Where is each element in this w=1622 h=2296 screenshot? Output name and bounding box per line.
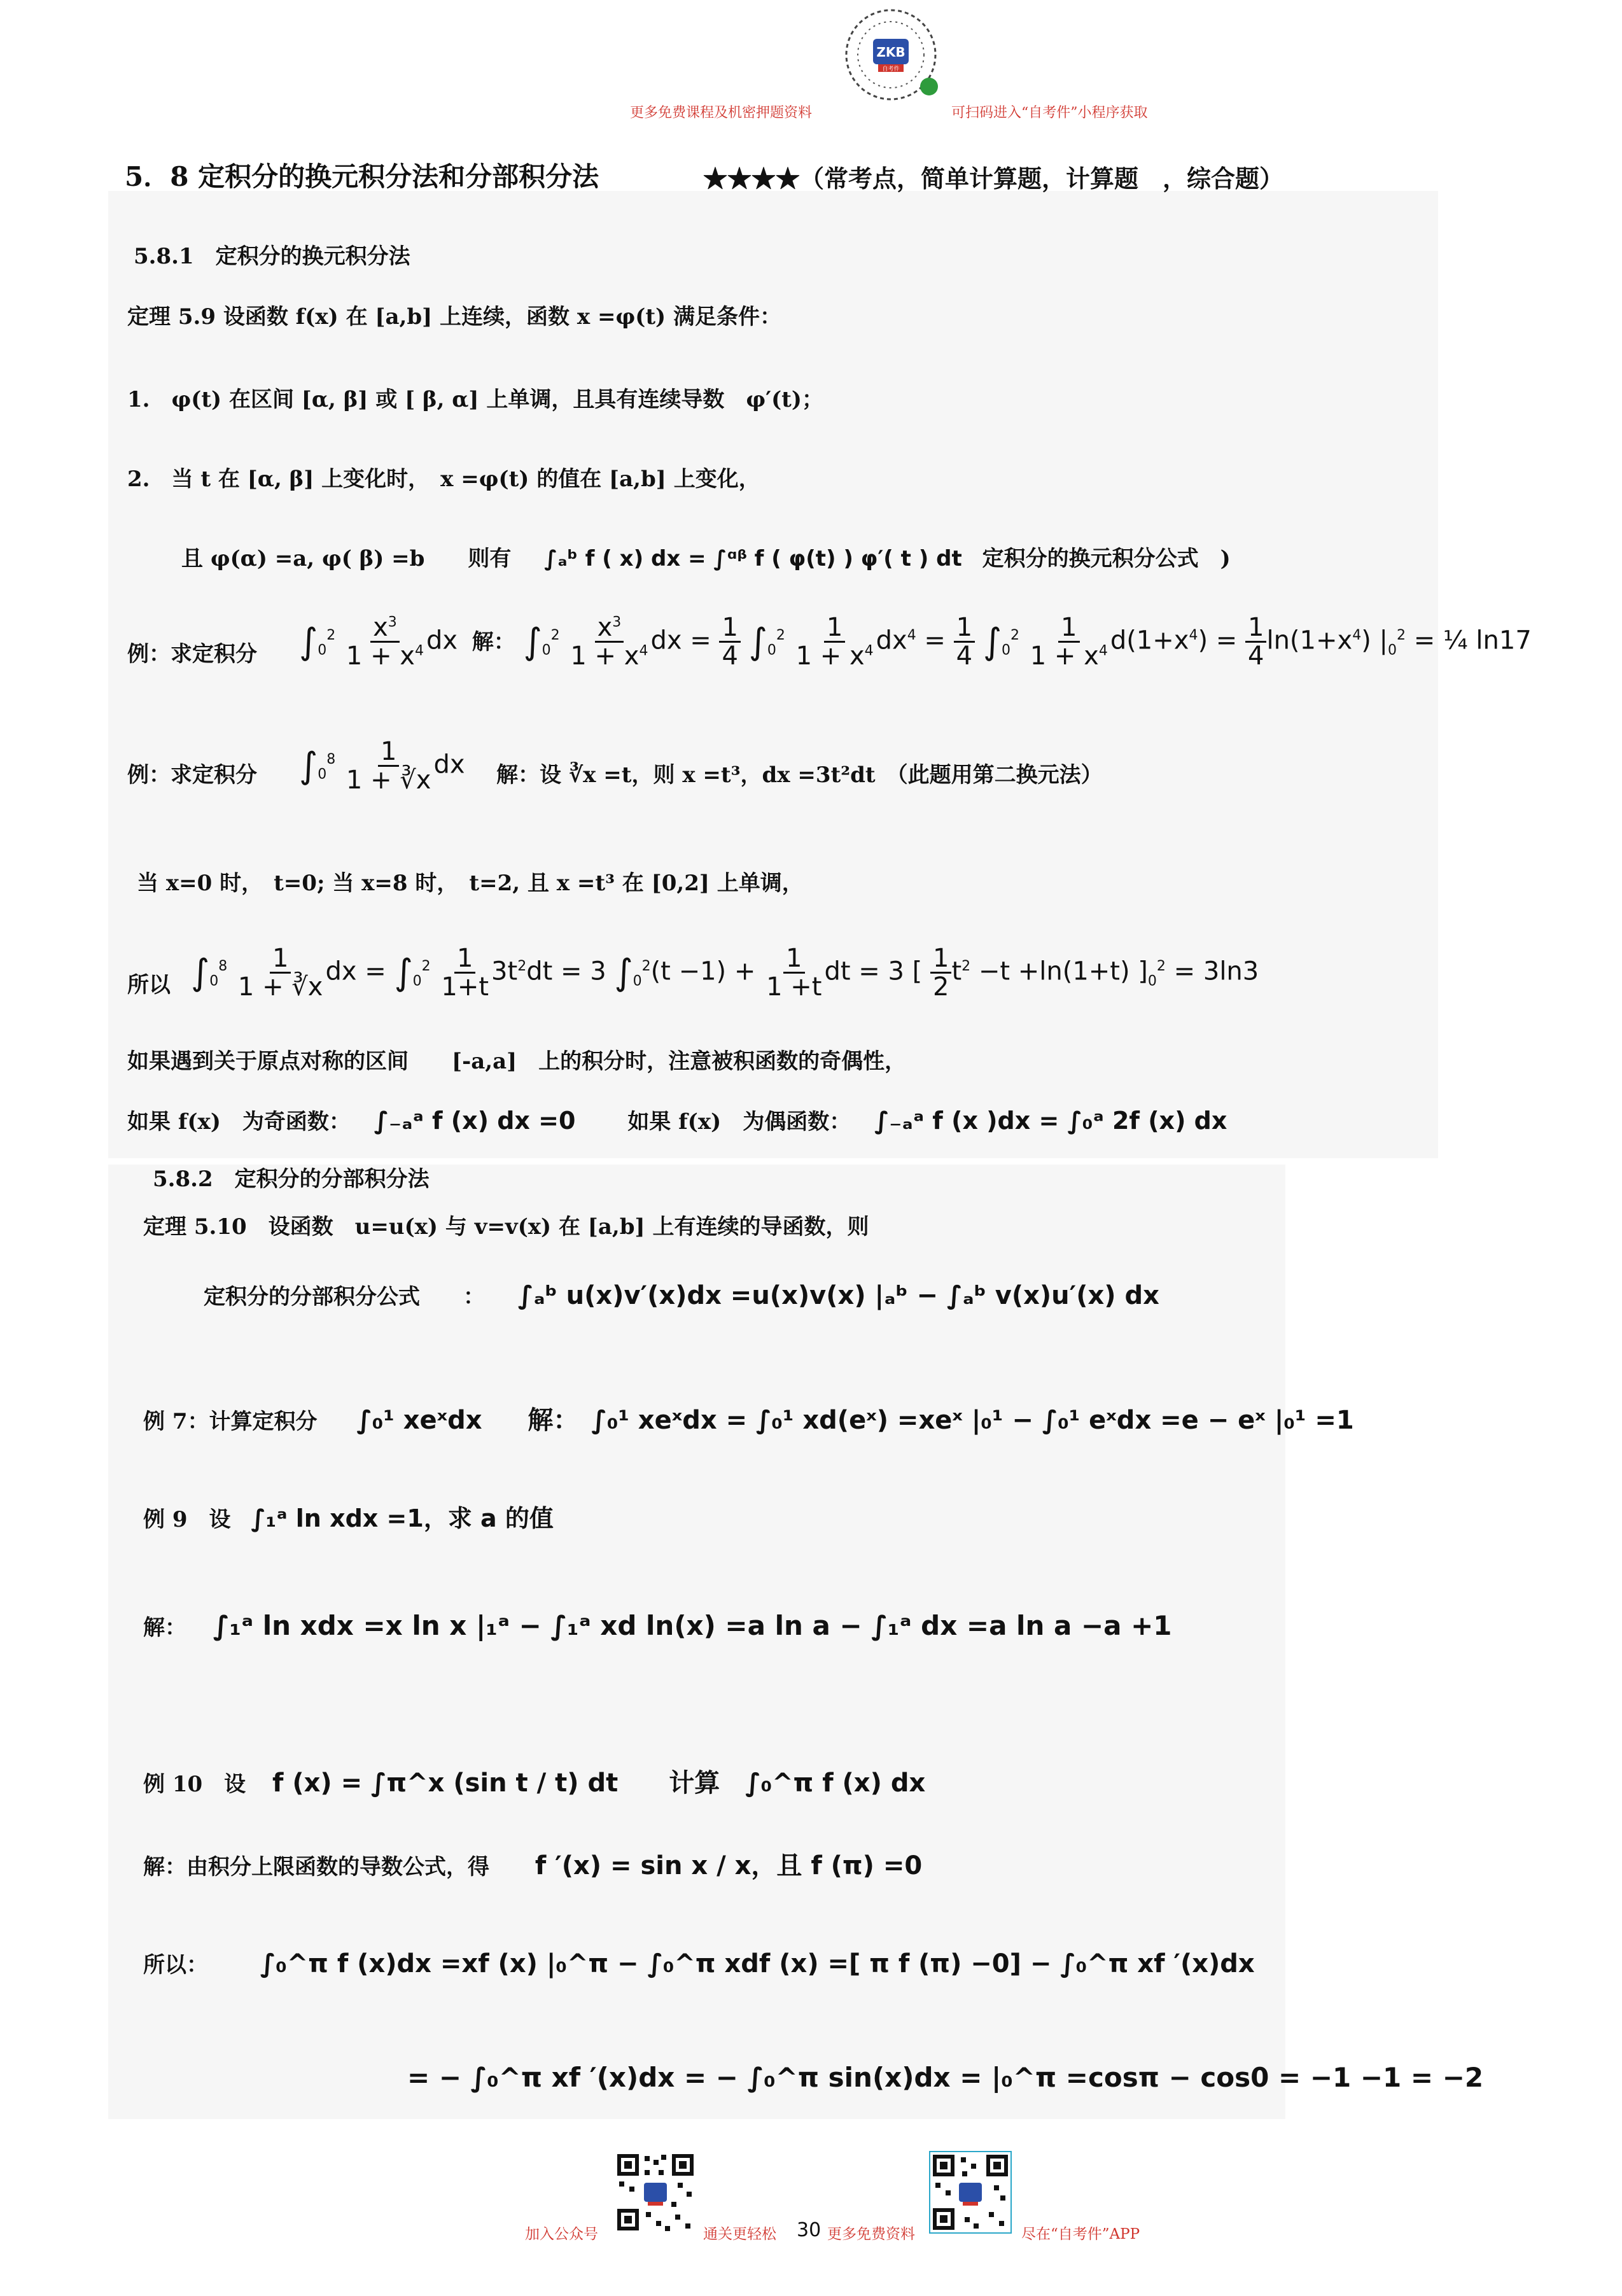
symmetric-interval-note: 如果遇到关于原点对称的区间 [-a,a] 上的积分时，注意被积函数的奇偶性， — [127, 1049, 907, 1074]
footer-left: 加入公众号 — [525, 2226, 598, 2243]
condition-1: 1. φ(t) 在区间 [α, β] 或 [ β, α] 上单调，且具有连续导数 φ′(t)； — [127, 387, 823, 412]
parts-formula-label: 定积分的分部积分公式 ： — [204, 1284, 485, 1310]
parity-row — [127, 1104, 1227, 1135]
example-7-solution: 解： ∫₀¹ xeˣdx = ∫₀¹ xd(eˣ) =xeˣ |₀¹ − ∫₀¹ eˣdx =e − eˣ |₀¹ =1 — [528, 1406, 1354, 1435]
theorem-5-10: 定理 5.10 设函数 u=u(x) 与 v=v(x) 在 [a,b] 上有连续的导函数，则 — [143, 1214, 869, 1240]
parts-formula: ∫ₐᵇ u(x)v′(x)dx =u(x)v(x) |ₐᵇ − ∫ₐᵇ v(x)u′(x) dx — [517, 1281, 1159, 1310]
example-7-question: ∫₀¹ xeˣdx — [356, 1406, 482, 1435]
example-10-step1-row — [143, 1845, 922, 1882]
example-9-row — [143, 1499, 554, 1534]
example-10-step2-row — [143, 1947, 1255, 1978]
condition-3 — [181, 541, 1231, 572]
example-2-integral: $\int_0^8$ $\frac{1}{1 + ∛x}$ dx — [299, 737, 465, 795]
example-2-label: 例：求定积分 — [127, 762, 257, 788]
scan-area — [108, 191, 1438, 1158]
example-1-solution-label: 解： — [472, 629, 515, 655]
example-10-so-label: 所以： — [143, 1952, 208, 1978]
example-2-condition: 当 x=0 时， t=0; 当 x=8 时， t=2, 且 x =t³ 在 [0,2] 上单调， — [137, 871, 804, 896]
condition-3-text: 且 φ(α) =a, φ( β) =b 则有 — [181, 546, 512, 571]
example-7-row — [143, 1400, 1354, 1436]
example-9-question: ∫₁ᵃ ln xdx =1，求 a 的值 — [251, 1504, 554, 1532]
footer-right: 尽在“自考件”APP — [1021, 2226, 1140, 2243]
example-9-solution: ∫₁ᵃ ln xdx =x ln x |₁ᵃ − ∫₁ᵃ xd ln(x) =a ln a − ∫₁ᵃ dx =a ln a −a +1 — [213, 1610, 1172, 1641]
zikaojian-logo — [834, 4, 948, 112]
example-9-solution-row — [143, 1610, 1172, 1641]
example-2-solution: 解：设 ∛x =t，则 x =t³，dx =3t²dt （此题用第二换元法） — [496, 762, 1103, 788]
odd-function-formula: ∫₋ₐᵃ f (x) dx =0 — [374, 1107, 576, 1135]
svg-text:自考件: 自考件 — [882, 66, 900, 73]
header-left-text: 更多免费课程及机密押题资料 — [630, 105, 813, 121]
example-2-result: = 3ln3 — [1173, 956, 1259, 986]
example-10-label: 例 10 设 — [143, 1772, 246, 1797]
example-10-question: f (x) = ∫π^x (sin t / t) dt 计算 ∫₀^π f (x) dx — [272, 1768, 926, 1798]
example-10-step2-formula: ∫₀^π f (x)dx =xf (x) |₀^π − ∫₀^π xdf (x) =[ π f (π) −0] − ∫₀^π xf ′(x)dx — [260, 1949, 1255, 1978]
example-9-label: 例 9 设 — [143, 1507, 231, 1532]
example-9-solution-label: 解： — [143, 1615, 186, 1641]
wechat-qr-code[interactable] — [614, 2151, 697, 2234]
example-10-row — [143, 1763, 925, 1799]
example-10-step1-label: 解：由积分上限函数的导数公式，得 — [143, 1854, 489, 1880]
page-number: 30 — [797, 2219, 821, 2241]
example-7-label: 例 7：计算定积分 — [143, 1409, 318, 1434]
even-function-formula: ∫₋ₐᵃ f (x )dx = ∫₀ᵃ 2f (x) dx — [874, 1107, 1227, 1135]
odd-function-label: 如果 f(x) 为奇函数： — [127, 1109, 351, 1135]
theorem-5-9: 定理 5.9 设函数 f(x) 在 [a,b] 上连续，函数 x =φ(t) 满足条件： — [127, 304, 781, 330]
example-1-result: = ¼ ln17 — [1413, 626, 1532, 655]
substitution-formula-label: 定积分的换元积分公式 ) — [982, 546, 1231, 571]
subsection-heading-2: 5.8.2 定积分的分部积分法 — [153, 1166, 430, 1192]
substitution-formula: ∫ₐᵇ f ( x) dx = ∫ᵅᵝ f ( φ(t) ) φ′( t ) dt — [544, 546, 962, 571]
example-2-computation: $\int_0^8$ $\frac{1}{1 + ∛x}$ dx = $\int_0^2$ $\frac{1}{1+t}$ $3t^2dt = 3$ $\int_0^2(t -1)$ + $\frac{1}{1 +t}$ dt = 3 [ $\frac{1}{2}$ $t^2 -t +\ln(1+t) ]_0^2 = 3\ln 3$ — [191, 944, 1259, 1002]
condition-2: 2. 当 t 在 [α, β] 上变化时， x =φ(t) 的值在 [a,b] 上变化， — [127, 466, 760, 492]
parts-formula-row — [204, 1279, 1159, 1310]
subsection-heading-1: 5.8.1 定积分的换元积分法 — [134, 244, 410, 269]
svg-text:ZKB: ZKB — [876, 45, 905, 60]
header-right-text: 可扫码进入“自考件”小程序获取 — [951, 105, 1148, 121]
section-title: 5．8 定积分的换元积分法和分部积分法 — [125, 161, 599, 192]
example-2-so-label: 所以 — [127, 972, 171, 998]
footer-mid2: 更多免费资料 — [827, 2226, 915, 2243]
footer-mid: 通关更轻松 — [703, 2226, 776, 2243]
even-function-label: 如果 f(x) 为偶函数： — [627, 1109, 851, 1135]
example-1-label: 例：求定积分 — [127, 641, 257, 667]
example-10-step1-formula: f ′(x) = sin x / x，且 f (π) =0 — [535, 1851, 923, 1880]
section-stars: ★★★★（常考点，简单计算题，计算题 ，综合题） — [703, 164, 1284, 193]
example-10-step3-formula: = − ∫₀^π xf ′(x)dx = − ∫₀^π sin(x)dx = |₀^π =cosπ − cos0 = −1 −1 = −2 — [407, 2062, 1484, 2093]
example-1-math: $\int_0^2$ $\frac{x^3}{1 + x^4}$ dx 解： $\int_0^2$ $\frac{x^3}{1 + x^4}$ dx = $\frac{1}{4}$ $\int_0^2$ $\frac{1}{1 + x^4}$ $dx^4$ = $\frac{1}{4}$ $\int_0^2$ $\frac{1}{1 + x^4}$ $d(1+x^4)$ = $\frac{1}{4}$ $\ln(1+x^4) |_0^2$ = ¼ ln17 — [299, 613, 1532, 671]
app-qr-code[interactable] — [929, 2151, 1012, 2234]
